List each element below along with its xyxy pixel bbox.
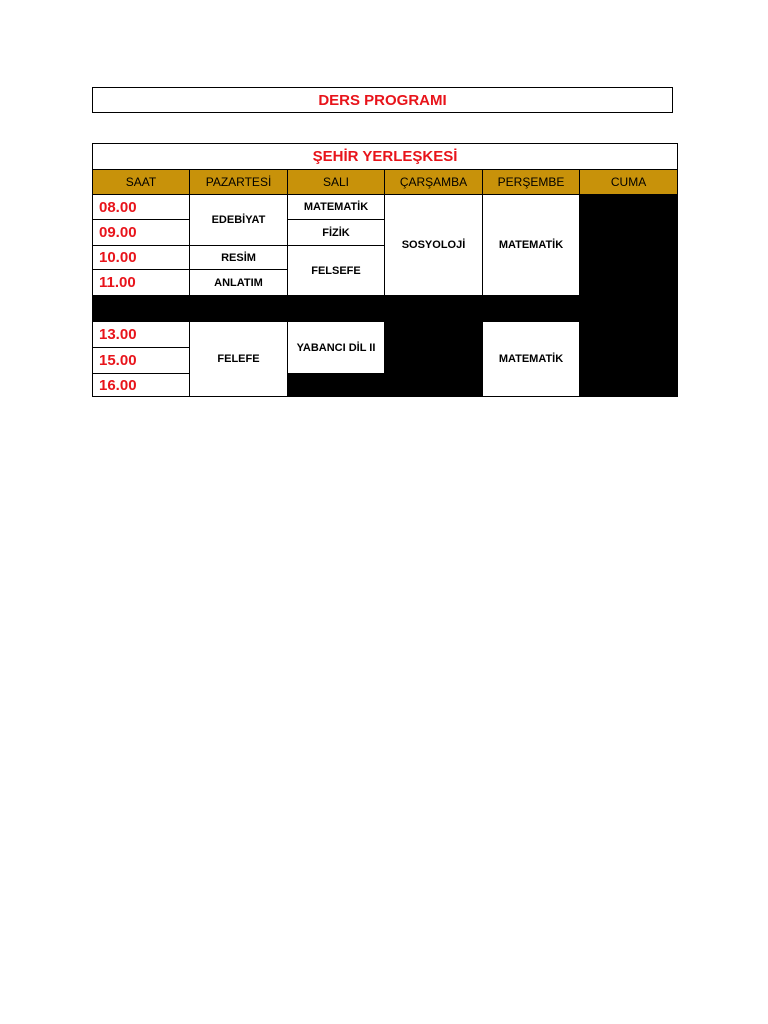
blocked-cell <box>93 296 678 322</box>
course-cell: EDEBİYAT <box>190 195 288 246</box>
course-cell: MATEMATİK <box>483 322 580 397</box>
course-cell: ANLATIM <box>190 270 288 296</box>
time-cell: 09.00 <box>93 220 190 246</box>
time-cell: 15.00 <box>93 348 190 374</box>
blocked-cell <box>580 195 678 296</box>
campus-row <box>93 144 678 170</box>
table-row <box>93 195 678 220</box>
lunch-break-row <box>93 296 678 322</box>
header-wednesday: ÇARŞAMBA <box>385 170 483 195</box>
header-friday: CUMA <box>580 170 678 195</box>
course-cell: FELSEFE <box>288 246 385 296</box>
blocked-cell <box>288 374 385 397</box>
course-cell: MATEMATİK <box>288 195 385 220</box>
header-monday: PAZARTESİ <box>190 170 288 195</box>
time-cell: 13.00 <box>93 322 190 348</box>
course-cell: FİZİK <box>288 220 385 246</box>
course-cell: FELEFE <box>190 322 288 397</box>
schedule-table <box>92 143 678 397</box>
title-box <box>92 87 673 113</box>
course-cell: MATEMATİK <box>483 195 580 296</box>
blocked-cell <box>385 322 483 397</box>
time-cell: 10.00 <box>93 246 190 270</box>
header-tuesday: SALI <box>288 170 385 195</box>
course-cell: SOSYOLOJİ <box>385 195 483 296</box>
time-cell: 11.00 <box>93 270 190 296</box>
header-row <box>93 170 678 195</box>
time-cell: 08.00 <box>93 195 190 220</box>
time-cell: 16.00 <box>93 374 190 397</box>
page-title: DERS PROGRAMI <box>318 91 447 109</box>
course-cell: RESİM <box>190 246 288 270</box>
header-thursday: PERŞEMBE <box>483 170 580 195</box>
campus-title: ŞEHİR YERLEŞKESİ <box>93 144 678 170</box>
header-time: SAAT <box>93 170 190 195</box>
table-row <box>93 322 678 348</box>
course-cell: YABANCI DİL II <box>288 322 385 374</box>
blocked-cell <box>580 322 678 397</box>
